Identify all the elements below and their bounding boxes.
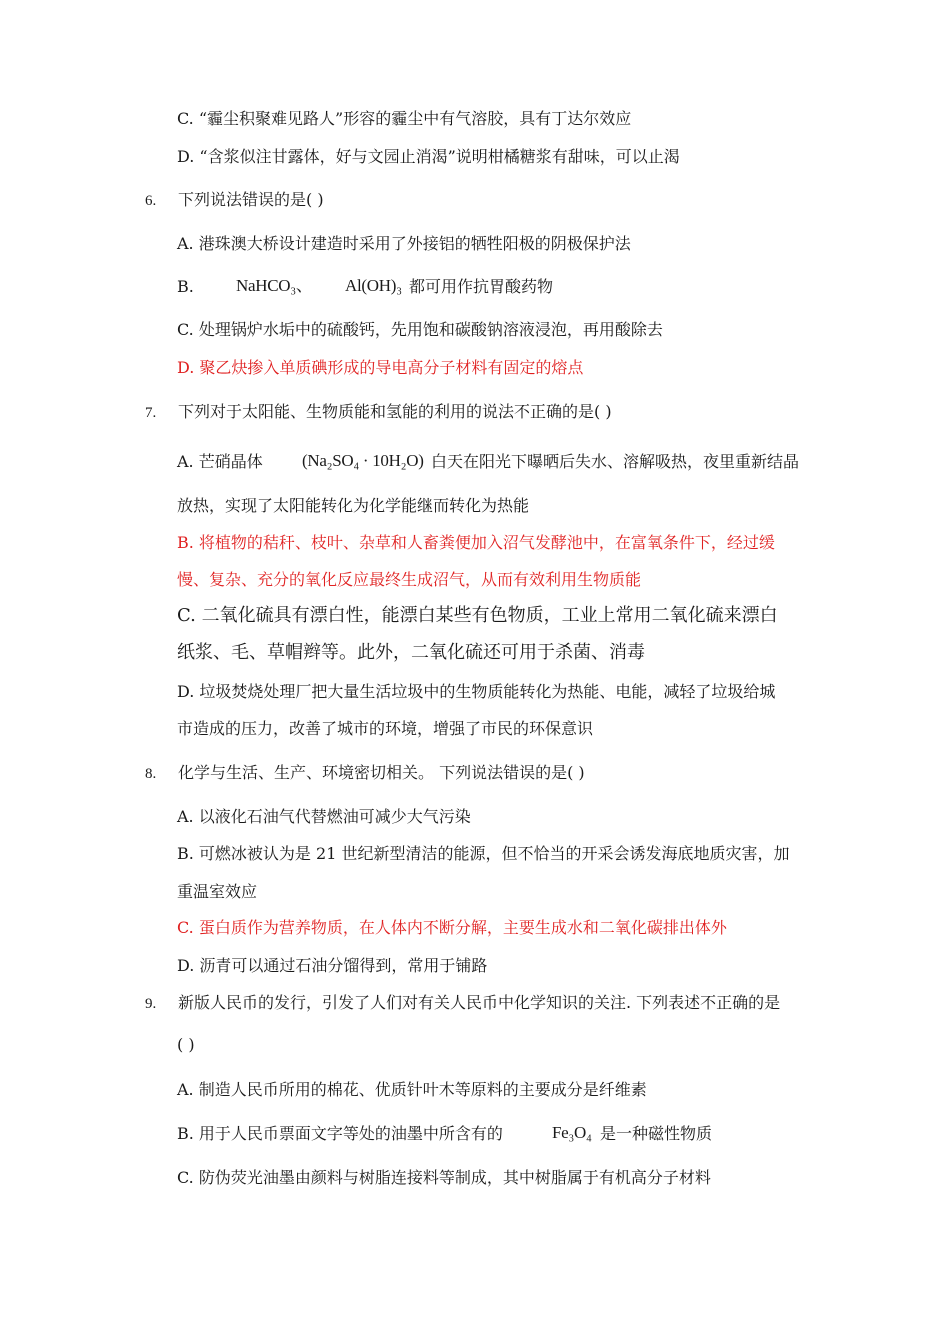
q7-option-a-line2: 放热，实现了太阳能转化为化学能继而转化为热能 [177, 496, 530, 515]
q9-option-c: C. 防伪荧光油墨由颜料与树脂连接料等制成，其中树脂属于有机高分子材料 [177, 1168, 711, 1187]
q7-option-c-line2: 纸浆、毛、草帽辫等。此外，二氧化硫还可用于杀菌、消毒 [177, 642, 645, 663]
q7-stem: 下列对于太阳能、生物质能和氢能的利用的说法不正确的是( ) [178, 402, 612, 421]
q9-option-b-prefix: B. 用于人民币票面文字等处的油墨中所含有的 [177, 1124, 503, 1143]
q7-option-c-line1: C. 二氧化硫具有漂白性，能漂白某些有色物质，工业上常用二氧化硫来漂白 [177, 605, 778, 626]
q6-option-d-answer: D. 聚乙炔掺入单质碘形成的导电高分子材料有固定的熔点 [177, 358, 584, 377]
q8-option-b-line1: B. 可燃冰被认为是 21 世纪新型清洁的能源，但不恰当的开采会诱发海底地质灾害，加 [177, 844, 790, 863]
q7-option-d-line2: 市造成的压力，改善了城市的环境，增强了市民的环保意识 [177, 719, 594, 738]
q8-option-a: A. 以液化石油气代替燃油可减少大气污染 [177, 807, 471, 826]
q8-number: 8. [145, 766, 157, 782]
q8-stem: 化学与生活、生产、环境密切相关。 下列说法错误的是( ) [178, 763, 585, 782]
q8-option-b-line2: 重温室效应 [177, 882, 258, 901]
q5-option-d: D. “含浆似注甘露体，好与文园止消渴”说明柑橘糖浆有甜味，可以止渴 [177, 147, 680, 166]
q9-stem-line2: ( ) [177, 1035, 195, 1054]
q7-option-a-text: 白天在阳光下曝晒后失水、溶解吸热，夜里重新结晶 [431, 452, 800, 471]
q8-option-c-answer: C. 蛋白质作为营养物质，在人体内不断分解，主要生成水和二氧化碳排出体外 [177, 918, 727, 937]
q9-option-b-formula: Fe₃O₄ [552, 1123, 592, 1142]
q7-option-a-prefix: A. 芒硝晶体 [177, 452, 263, 471]
q6-option-b-text: 都可用作抗胃酸药物 [409, 277, 554, 296]
q7-option-b-answer-line2: 慢、复杂、充分的氧化反应最终生成沼气，从而有效利用生物质能 [177, 570, 642, 589]
q7-option-b-answer-line1: B. 将植物的秸秆、枝叶、杂草和人畜粪便加入沼气发酵池中，在富氧条件下，经过缓 [177, 533, 775, 552]
q7-number: 7. [145, 405, 157, 421]
q6-option-b-letter: B. [177, 277, 194, 296]
q9-option-b-text: 是一种磁性物质 [600, 1124, 713, 1143]
q5-option-c: C. “霾尘积聚难见路人”形容的霾尘中有气溶胶，具有丁达尔效应 [177, 109, 632, 128]
q6-stem: 下列说法错误的是( ) [178, 190, 324, 209]
q6-number: 6. [145, 193, 157, 209]
q6-option-b-formula-2: Al(OH)₃ [345, 276, 402, 295]
q6-option-a: A. 港珠澳大桥设计建造时采用了外接铝的牺牲阳极的阴极保护法 [177, 234, 631, 253]
q7-option-a-formula: (Na₂SO₄ · 10H₂O) [302, 451, 424, 470]
q8-option-d: D. 沥青可以通过石油分馏得到，常用于铺路 [177, 956, 488, 975]
q9-option-a: A. 制造人民币所用的棉花、优质针叶木等原料的主要成分是纤维素 [177, 1080, 647, 1099]
q6-option-b-formula-1: NaHCO₃、 [236, 276, 313, 295]
q6-option-c: C. 处理锅炉水垢中的硫酸钙，先用饱和碳酸钠溶液浸泡，再用酸除去 [177, 320, 663, 339]
q9-stem-line1: 新版人民币的发行，引发了人们对有关人民币中化学知识的关注. 下列表述不正确的是 [178, 993, 781, 1012]
q7-option-d-line1: D. 垃圾焚烧处理厂把大量生活垃圾中的生物质能转化为热能、电能，减轻了垃圾给城 [177, 682, 776, 701]
q9-number: 9. [145, 996, 157, 1012]
